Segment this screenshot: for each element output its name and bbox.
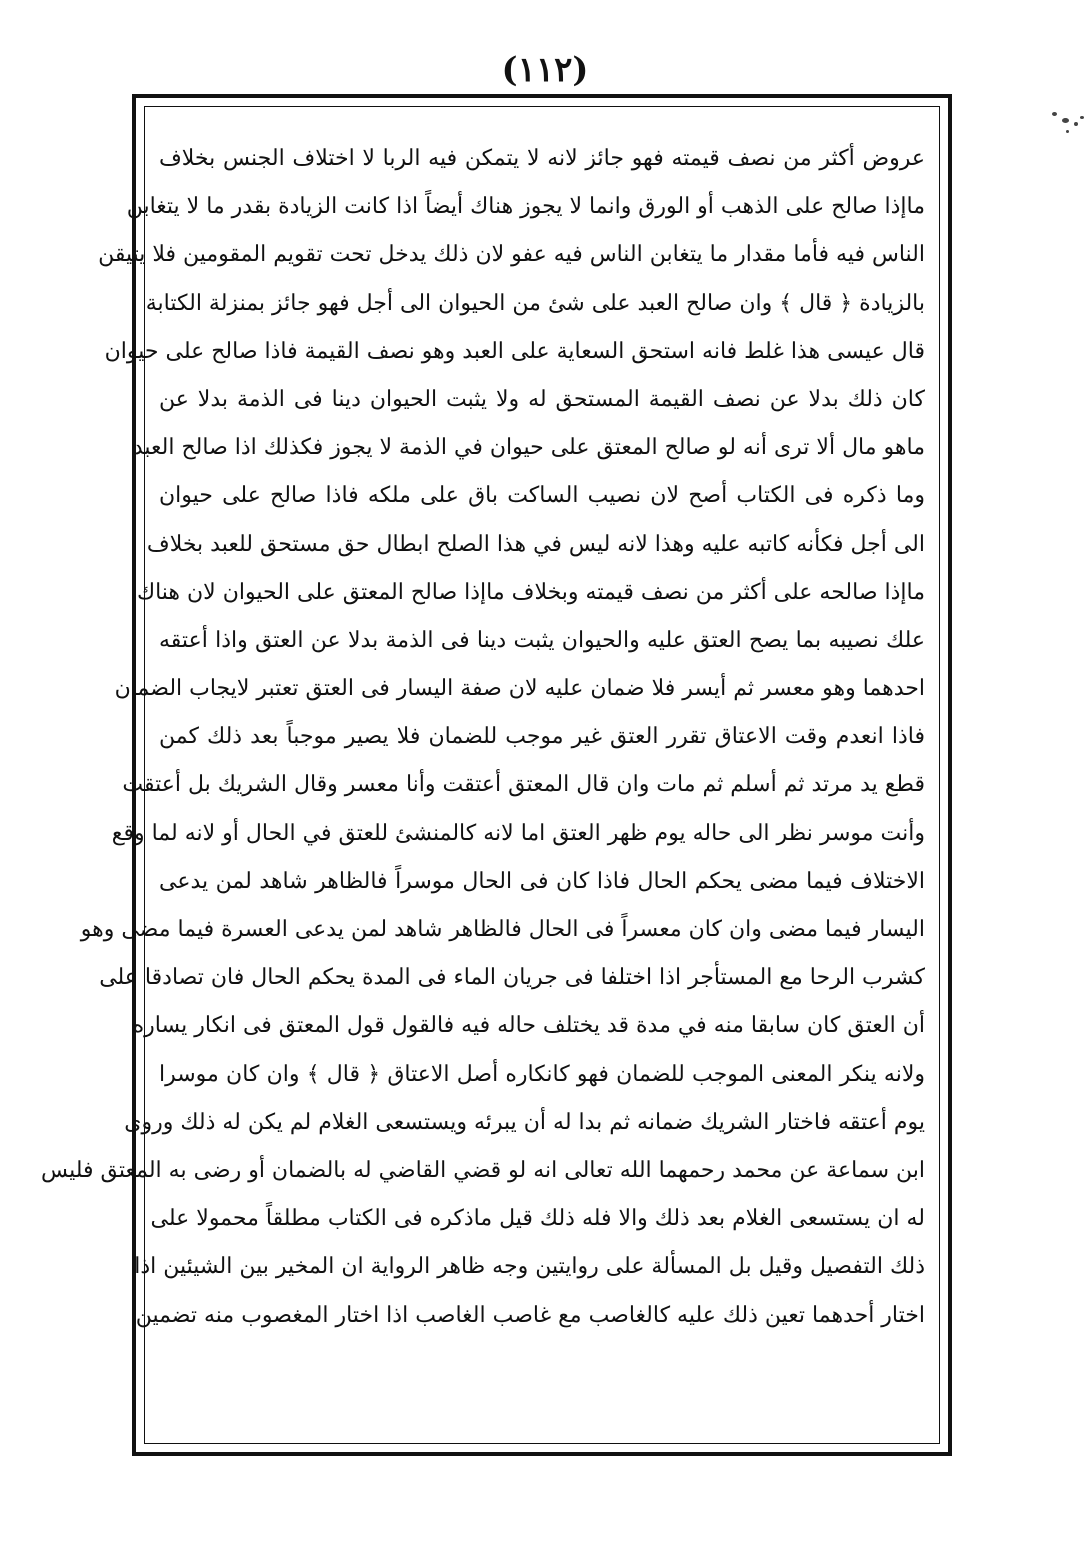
margin-speck — [1066, 130, 1069, 133]
text-line: كشرب الرحا مع المستأجر اذا اختلفا فى جريان الماء فى المدة يحكم الحال فان تصادقا على — [99, 965, 925, 991]
body-text — [41, 135, 925, 1340]
text-line: ماهو مال ألا ترى أنه لو صالح المعتق على حيوان في الذمة لا يجوز فكذلك اذا صالح العبد — [132, 435, 925, 461]
text-line: علك نصيبه بما يصح العتق عليه والحيوان يثبت دينا فى الذمة بدلا عن العتق واذا أعتقه — [159, 627, 925, 653]
text-line: قال عيسى هذا غلط فانه استحق السعاية على العبد وهو نصف القيمة فاذا صالح على حيوان — [104, 338, 925, 364]
text-line: له ان يستسعى الغلام بعد ذلك والا فله ذلك قيل ماذكره فى الكتاب مطلقاً محمولا على — [150, 1206, 925, 1232]
text-line: فاذا انعدم وقت الاعتاق تقرر العتق غير موجب للضمان فلا يصير موجباً بعد ذلك كمن — [159, 724, 925, 750]
margin-speck — [1052, 112, 1057, 116]
text-line: احدهما وهو معسر ثم أيسر فلا ضمان عليه لان صفة اليسار فى العتق تعتبر لايجاب الضمان — [114, 676, 925, 702]
text-line: وأنت موسر نظر الى حاله يوم ظهر العتق اما لانه كالمنشئ للعتق في الحال أو لانه لما وقع — [111, 820, 925, 846]
text-line: ذلك التفصيل وقيل بل المسألة على روايتين وجه ظاهر الرواية ان المخير بين الشيئين اذا — [134, 1254, 925, 1280]
page-frame — [41, 94, 952, 1456]
text-line: الناس فيه فأما مقدار ما يتغابن الناس فيه عفو لان ذلك يدخل تحت تقويم المقومين فلا يتيقن — [98, 242, 925, 268]
text-line: الى أجل فكأنه كاتبه عليه وهذا لانه ليس في هذا الصلح ابطال حق مستحق للعبد بخلاف — [146, 531, 925, 557]
text-line: ماإذا صالح على الذهب أو الورق وانما لا يجوز هناك أيضاً اذا كانت الزيادة بقدر ما لا يتغابن — [126, 194, 925, 220]
page-number: (١١٢) — [501, 50, 589, 90]
text-line: أن العتق كان سابقا منه في مدة قد يختلف حاله فيه فالقول قول المعتق فى انكار يساره — [132, 1013, 925, 1039]
text-line: ولانه ينكر المعنى الموجب للضمان فهو كانكاره أصل الاعتاق ﴿ قال ﴾ وان كان موسرا — [159, 1061, 925, 1087]
text-line: بالزيادة ﴿ قال ﴾ وان صالح العبد على شئ من الحيوان الى أجل فهو جائز بمنزلة الكتابة — [145, 290, 925, 316]
text-line: ابن سماعة عن محمد رحمهما الله تعالى انه لو قضي القاضي له بالضمان أو رضى به المعتق فليس — [41, 1157, 925, 1183]
text-line: وما ذكره فى الكتاب أصح لان نصيب الساكت باق على ملكه فاذا صالح على حيوان — [159, 483, 925, 509]
text-line: ماإذا صالحه على أكثر من نصف قيمته وبخلاف ماإذا صالح المعتق على الحيوان لان هناك — [136, 579, 925, 605]
text-line: قطع يد مرتد ثم أسلم ثم مات وان قال المعتق أعتقت وأنا معسر وقال الشريك بل أعتقت — [122, 772, 925, 798]
text-line: كان ذلك بدلا عن نصف القيمة المستحق له ولا يثبت الحيوان دينا فى الذمة بدلا عن — [159, 386, 925, 412]
margin-speck — [1062, 118, 1069, 123]
margin-speck — [1080, 116, 1084, 119]
text-line: الاختلاف فيما مضى يحكم الحال فاذا كان فى الحال موسراً فالظاهر شاهد لمن يدعى — [159, 868, 925, 894]
text-line: اختار أحدهما تعين ذلك عليه كالغاصب مع غاصب الغاصب اذا اختار المغصوب منه تضمين — [135, 1302, 925, 1328]
text-line: عروض أكثر من نصف قيمته فهو جائز لانه لا يتمكن فيه الربا لا اختلاف الجنس بخلاف — [159, 146, 925, 171]
page-inner-frame — [41, 106, 940, 1444]
margin-speck — [1074, 122, 1078, 126]
text-line: اليسار فيما مضى وان كان معسراً فى الحال فالظاهر شاهد لمن يدعى العسرة فيما مضى وهو — [80, 917, 925, 942]
text-line: يوم أعتقه فاختار الشريك ضمانه ثم بدا له أن يبرئه ويستسعى الغلام لم يكن له ذلك وروى — [124, 1109, 925, 1135]
